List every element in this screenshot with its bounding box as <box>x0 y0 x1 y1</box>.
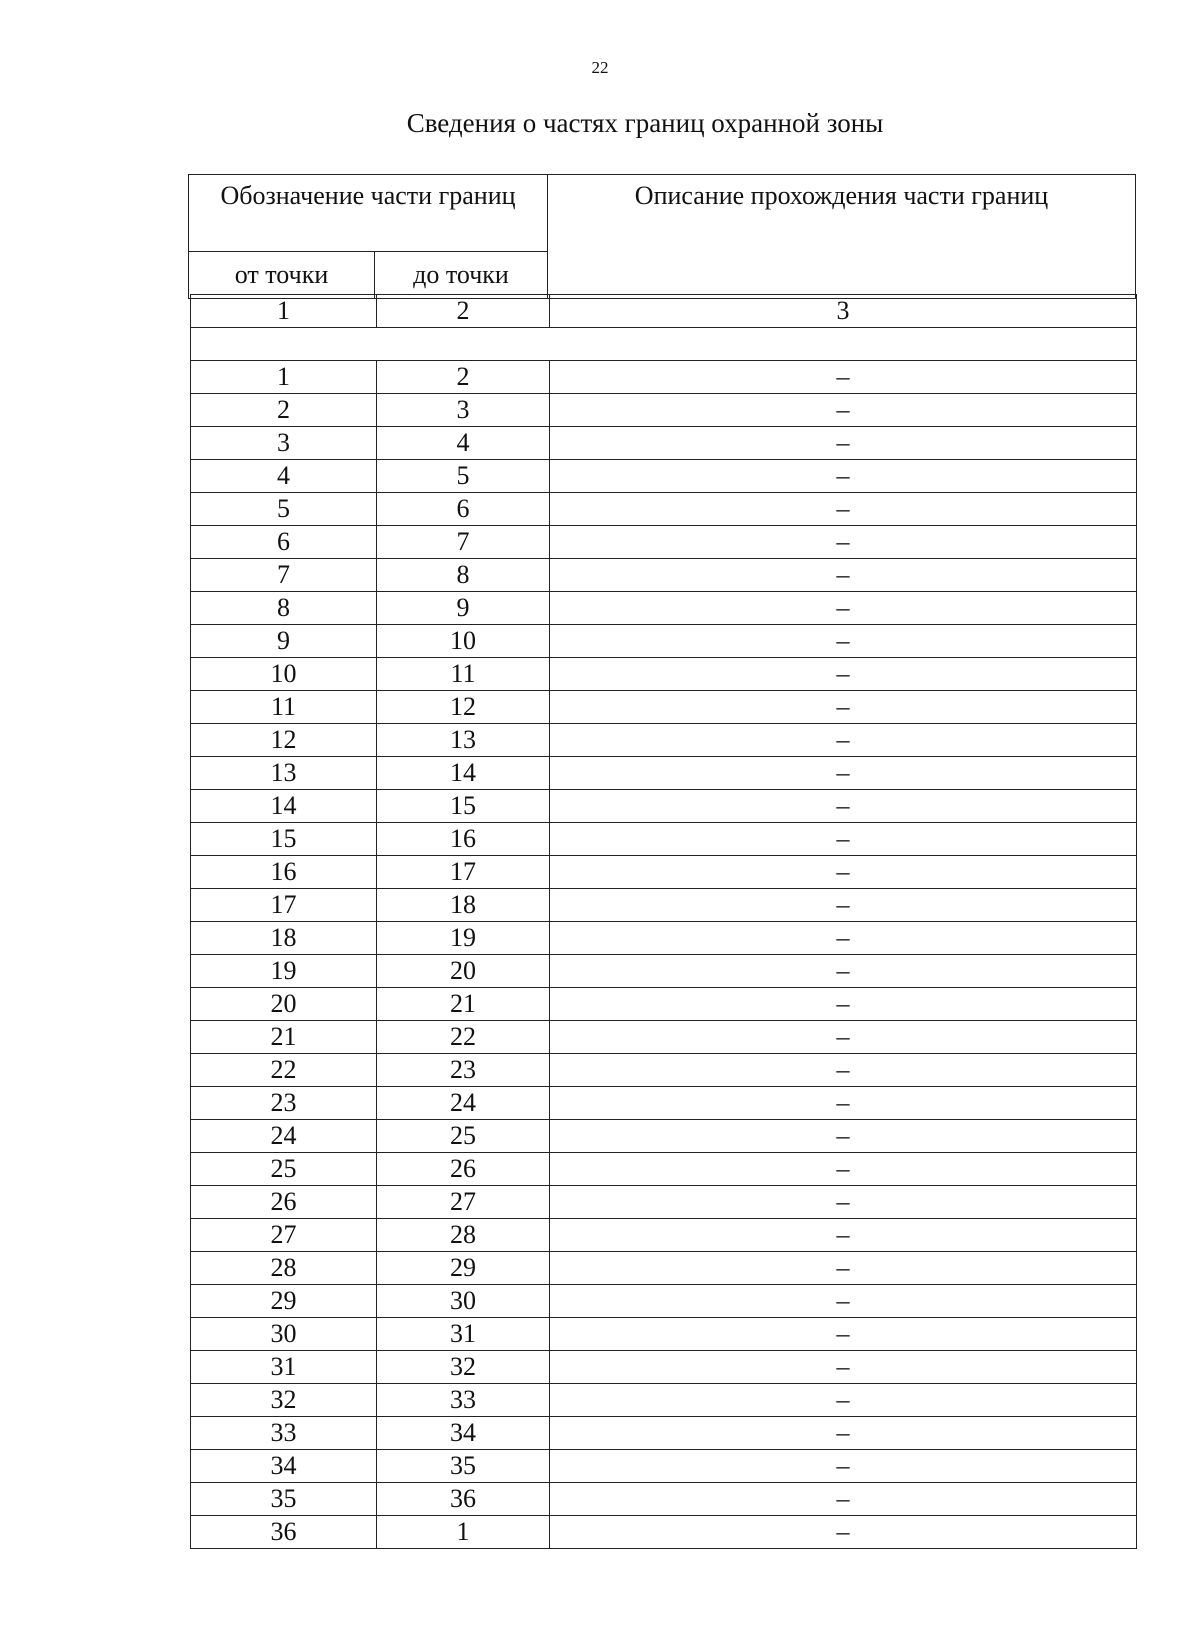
empty-section-row <box>191 328 1137 361</box>
from-point-cell: 4 <box>191 460 377 493</box>
table-row <box>191 394 1137 427</box>
header-designation: Обозначение части границ <box>189 175 548 252</box>
page-number: 22 <box>591 58 609 77</box>
table-row <box>191 1087 1137 1120</box>
to-point-cell: 25 <box>377 1120 550 1153</box>
table-row <box>191 856 1137 889</box>
from-point-cell: 19 <box>191 955 377 988</box>
description-cell: – <box>550 1120 1137 1153</box>
table-row <box>191 1219 1137 1252</box>
to-point-cell: 34 <box>377 1417 550 1450</box>
to-point-cell: 22 <box>377 1021 550 1054</box>
description-cell: – <box>550 493 1137 526</box>
from-point-cell: 23 <box>191 1087 377 1120</box>
table-row <box>191 625 1137 658</box>
description-cell: – <box>550 922 1137 955</box>
to-point-cell: 3 <box>377 394 550 427</box>
description-cell: – <box>550 1417 1137 1450</box>
description-cell: – <box>550 889 1137 922</box>
column-number-2: 2 <box>377 295 550 328</box>
table-row <box>191 1516 1137 1549</box>
description-cell: – <box>550 1153 1137 1186</box>
table-row <box>191 1153 1137 1186</box>
description-cell: – <box>550 625 1137 658</box>
description-cell: – <box>550 394 1137 427</box>
description-cell: – <box>550 1516 1137 1549</box>
from-point-cell: 27 <box>191 1219 377 1252</box>
table-body <box>191 295 1137 1549</box>
to-point-cell: 14 <box>377 757 550 790</box>
to-point-cell: 31 <box>377 1318 550 1351</box>
from-point-cell: 5 <box>191 493 377 526</box>
description-cell: – <box>550 1483 1137 1516</box>
table-row <box>191 1054 1137 1087</box>
description-cell: – <box>550 1186 1137 1219</box>
from-point-cell: 7 <box>191 559 377 592</box>
to-point-cell: 27 <box>377 1186 550 1219</box>
from-point-cell: 8 <box>191 592 377 625</box>
column-number-3: 3 <box>550 295 1137 328</box>
description-cell: – <box>550 724 1137 757</box>
boundary-parts-table <box>190 294 1137 1549</box>
from-point-cell: 22 <box>191 1054 377 1087</box>
description-cell: – <box>550 526 1137 559</box>
from-point-cell: 32 <box>191 1384 377 1417</box>
boundary-header-table <box>188 174 1136 299</box>
to-point-cell: 7 <box>377 526 550 559</box>
description-cell: – <box>550 658 1137 691</box>
description-cell: – <box>550 988 1137 1021</box>
description-cell: – <box>550 361 1137 394</box>
table-row <box>191 1351 1137 1384</box>
to-point-cell: 20 <box>377 955 550 988</box>
column-number-1: 1 <box>191 295 377 328</box>
from-point-cell: 31 <box>191 1351 377 1384</box>
description-cell: – <box>550 460 1137 493</box>
table-row <box>191 1318 1137 1351</box>
description-cell: – <box>550 559 1137 592</box>
table-row <box>191 757 1137 790</box>
table-row <box>191 658 1137 691</box>
from-point-cell: 18 <box>191 922 377 955</box>
to-point-cell: 28 <box>377 1219 550 1252</box>
table-row <box>191 559 1137 592</box>
description-cell: – <box>550 955 1137 988</box>
description-cell: – <box>550 856 1137 889</box>
description-cell: – <box>550 1450 1137 1483</box>
to-point-cell: 16 <box>377 823 550 856</box>
table-row <box>191 1450 1137 1483</box>
from-point-cell: 26 <box>191 1186 377 1219</box>
table-row <box>191 460 1137 493</box>
from-point-cell: 28 <box>191 1252 377 1285</box>
from-point-cell: 16 <box>191 856 377 889</box>
to-point-cell: 9 <box>377 592 550 625</box>
from-point-cell: 11 <box>191 691 377 724</box>
description-cell: – <box>550 757 1137 790</box>
to-point-cell: 4 <box>377 427 550 460</box>
table-row <box>191 823 1137 856</box>
table-row <box>191 592 1137 625</box>
description-cell: – <box>550 1054 1137 1087</box>
description-cell: – <box>550 691 1137 724</box>
from-point-cell: 14 <box>191 790 377 823</box>
to-point-cell: 30 <box>377 1285 550 1318</box>
table-row <box>191 691 1137 724</box>
to-point-cell: 2 <box>377 361 550 394</box>
from-point-cell: 10 <box>191 658 377 691</box>
to-point-cell: 24 <box>377 1087 550 1120</box>
table-row <box>191 427 1137 460</box>
to-point-cell: 35 <box>377 1450 550 1483</box>
to-point-cell: 13 <box>377 724 550 757</box>
to-point-cell: 1 <box>377 1516 550 1549</box>
to-point-cell: 26 <box>377 1153 550 1186</box>
from-point-cell: 29 <box>191 1285 377 1318</box>
from-point-cell: 2 <box>191 394 377 427</box>
table-row <box>191 889 1137 922</box>
from-point-cell: 1 <box>191 361 377 394</box>
to-point-cell: 36 <box>377 1483 550 1516</box>
from-point-cell: 35 <box>191 1483 377 1516</box>
empty-section-cell <box>191 328 1137 361</box>
from-point-cell: 21 <box>191 1021 377 1054</box>
description-cell: – <box>550 1285 1137 1318</box>
table-row <box>191 1417 1137 1450</box>
table-row <box>191 1252 1137 1285</box>
to-point-cell: 18 <box>377 889 550 922</box>
column-number-row <box>191 295 1137 328</box>
description-cell: – <box>550 790 1137 823</box>
description-cell: – <box>550 592 1137 625</box>
to-point-cell: 10 <box>377 625 550 658</box>
from-point-cell: 6 <box>191 526 377 559</box>
table-row <box>191 790 1137 823</box>
from-point-cell: 24 <box>191 1120 377 1153</box>
to-point-cell: 17 <box>377 856 550 889</box>
table-row <box>191 922 1137 955</box>
to-point-cell: 11 <box>377 658 550 691</box>
from-point-cell: 12 <box>191 724 377 757</box>
to-point-cell: 33 <box>377 1384 550 1417</box>
table-row <box>191 1384 1137 1417</box>
table-row <box>191 955 1137 988</box>
to-point-cell: 15 <box>377 790 550 823</box>
table-row <box>191 988 1137 1021</box>
from-point-cell: 15 <box>191 823 377 856</box>
description-cell: – <box>550 1021 1137 1054</box>
from-point-cell: 3 <box>191 427 377 460</box>
table-row <box>191 1285 1137 1318</box>
table-row <box>191 1120 1137 1153</box>
to-point-cell: 21 <box>377 988 550 1021</box>
to-point-cell: 29 <box>377 1252 550 1285</box>
header-from-point: от точки <box>189 252 375 299</box>
from-point-cell: 33 <box>191 1417 377 1450</box>
description-cell: – <box>550 1087 1137 1120</box>
table-row <box>191 724 1137 757</box>
to-point-cell: 32 <box>377 1351 550 1384</box>
table-row <box>191 493 1137 526</box>
from-point-cell: 36 <box>191 1516 377 1549</box>
from-point-cell: 30 <box>191 1318 377 1351</box>
from-point-cell: 20 <box>191 988 377 1021</box>
to-point-cell: 5 <box>377 460 550 493</box>
header-description: Описание прохождения части границ <box>548 175 1136 299</box>
to-point-cell: 6 <box>377 493 550 526</box>
description-cell: – <box>550 1252 1137 1285</box>
table-row <box>191 361 1137 394</box>
to-point-cell: 8 <box>377 559 550 592</box>
from-point-cell: 9 <box>191 625 377 658</box>
from-point-cell: 34 <box>191 1450 377 1483</box>
table-row <box>191 1483 1137 1516</box>
description-cell: – <box>550 1384 1137 1417</box>
description-cell: – <box>550 1318 1137 1351</box>
from-point-cell: 17 <box>191 889 377 922</box>
document-title: Сведения о частях границ охранной зоны <box>406 108 884 138</box>
description-cell: – <box>550 823 1137 856</box>
description-cell: – <box>550 1219 1137 1252</box>
from-point-cell: 13 <box>191 757 377 790</box>
table-row <box>191 1021 1137 1054</box>
table-row <box>191 526 1137 559</box>
header-to-point: до точки <box>375 252 548 299</box>
description-cell: – <box>550 1351 1137 1384</box>
to-point-cell: 19 <box>377 922 550 955</box>
to-point-cell: 12 <box>377 691 550 724</box>
from-point-cell: 25 <box>191 1153 377 1186</box>
table-row <box>191 1186 1137 1219</box>
to-point-cell: 23 <box>377 1054 550 1087</box>
description-cell: – <box>550 427 1137 460</box>
